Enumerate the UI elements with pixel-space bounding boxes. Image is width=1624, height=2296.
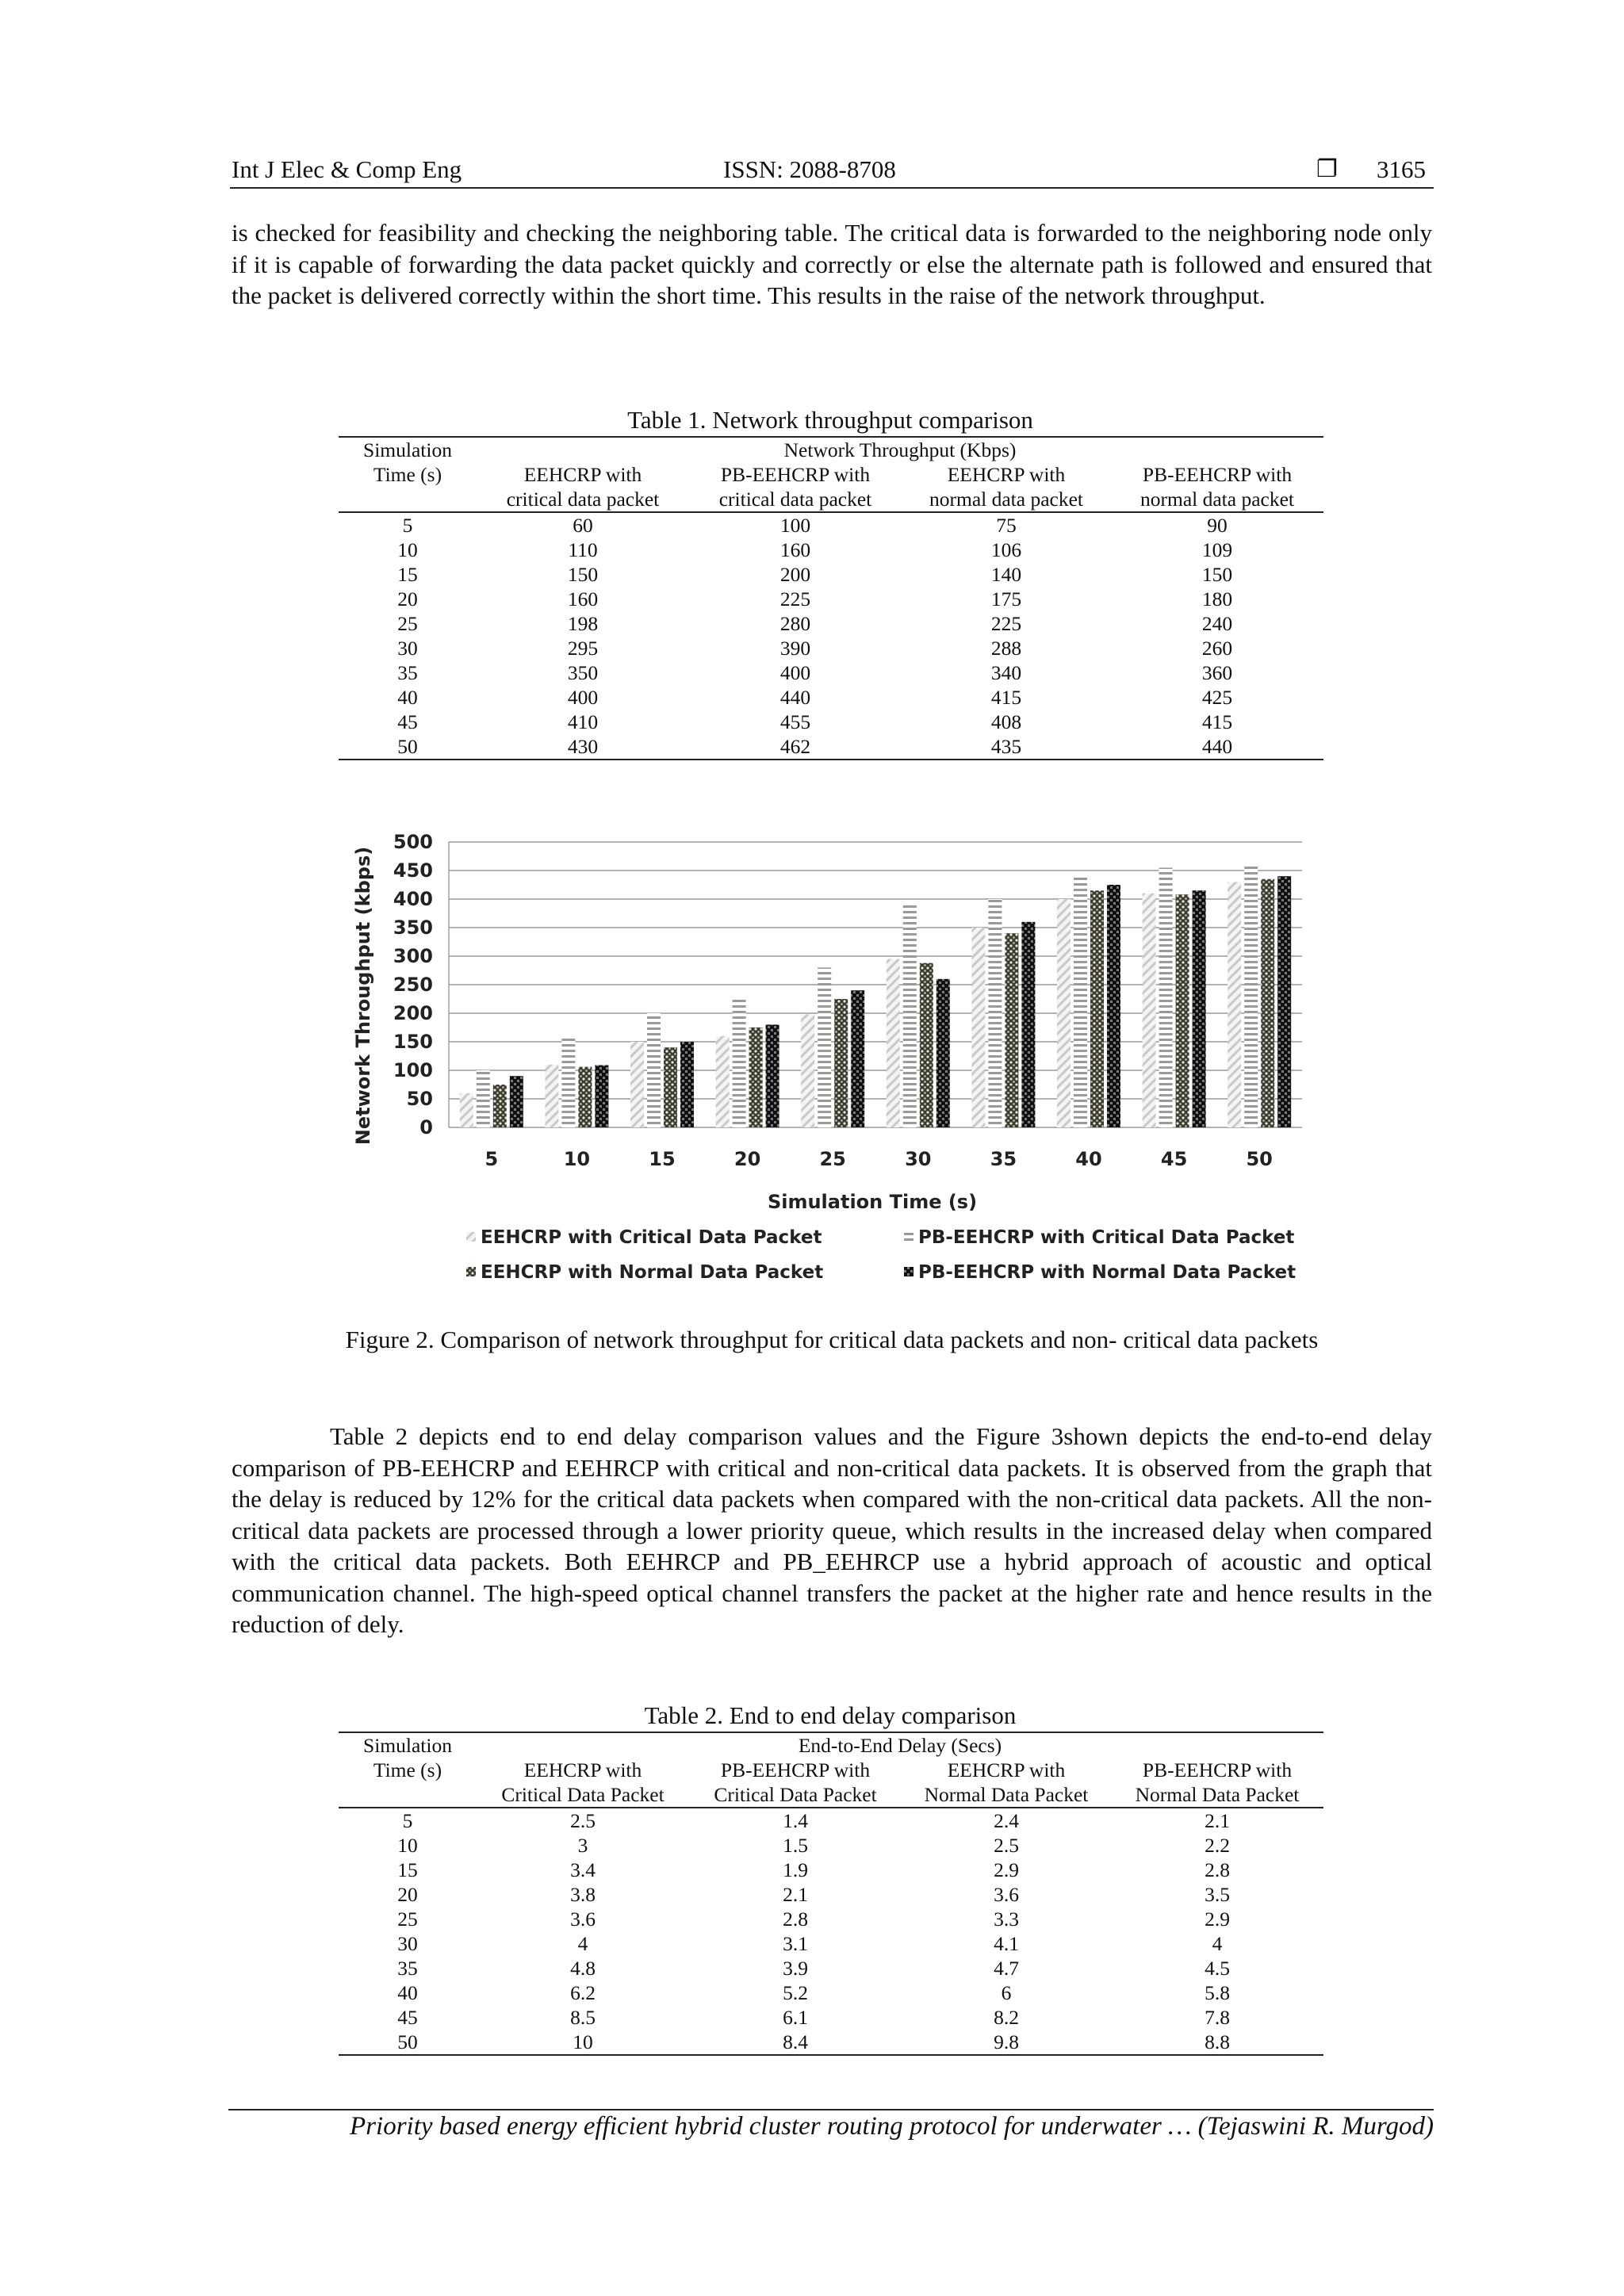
bar (1107, 885, 1120, 1127)
table2-column-header: Critical Data Packet (714, 1783, 877, 1806)
bar (578, 1067, 592, 1127)
x-tick-label: 45 (1160, 1148, 1188, 1170)
bar (920, 963, 933, 1127)
chart-y-axis-label: Network Throughput (kbps) (352, 846, 374, 1146)
chart-gridlines (449, 842, 1302, 1127)
table2-column-header: PB-EEHCRP with (1142, 1758, 1293, 1781)
chart-x-tick-labels (485, 1148, 1272, 1170)
bar (1261, 879, 1274, 1127)
x-tick-label: 35 (990, 1148, 1017, 1170)
table-row: 10 110 160 106 109 (397, 538, 1233, 561)
bar (1244, 863, 1258, 1127)
bar (936, 979, 950, 1127)
table1-group-header: Network Throughput (Kbps) (783, 438, 1017, 461)
y-tick-label: 100 (393, 1059, 433, 1081)
chart-y-tick-labels (393, 831, 433, 1138)
table2-column-header: PB-EEHCRP with (720, 1758, 871, 1781)
bar (460, 1093, 473, 1127)
table-row: 35 350 400 340 360 (397, 661, 1233, 684)
bar (1057, 899, 1071, 1127)
y-tick-label: 50 (406, 1088, 433, 1110)
figure2-caption: Figure 2. Comparison of network throughput for critical data packets and non- critical data packets (345, 1326, 1319, 1353)
bar (545, 1065, 558, 1127)
bar (818, 967, 831, 1127)
table1-column-header: EEHCRP with (947, 463, 1066, 486)
y-tick-label: 450 (393, 859, 433, 882)
bar (851, 990, 864, 1127)
table-row: 50 430 462 435 440 (397, 735, 1233, 758)
legend-label: PB-EEHCRP with Critical Data Packet (918, 1227, 1295, 1248)
bar (1193, 890, 1206, 1127)
table2-header-time: Time (s) (373, 1758, 442, 1781)
bar (971, 928, 985, 1127)
bar (1074, 876, 1087, 1127)
table2-header-simulation: Simulation (363, 1734, 452, 1757)
legend-label: EEHCRP with Normal Data Packet (481, 1262, 824, 1283)
chart-x-axis-label: Simulation Time (s) (767, 1191, 978, 1213)
x-tick-label: 15 (649, 1148, 676, 1170)
table2-column-header: Normal Data Packet (924, 1783, 1089, 1806)
bar (664, 1047, 677, 1127)
table-row: 50 10 8.4 9.8 8.8 (397, 2030, 1230, 2053)
table-row: 25 3.6 2.8 3.3 2.9 (397, 1908, 1230, 1931)
table1 (339, 436, 1323, 760)
bar (477, 1070, 490, 1127)
legend-swatch (466, 1232, 476, 1242)
box-icon: ❐ (1316, 156, 1338, 182)
page-number: 3165 (1377, 155, 1426, 183)
x-tick-label: 20 (733, 1148, 761, 1170)
table-row: 10 3 1.5 2.5 2.2 (397, 1834, 1230, 1857)
table2-group-header: End-to-End Delay (Secs) (798, 1734, 1002, 1757)
table2-caption: Table 2. End to end delay comparison (644, 1701, 1017, 1729)
legend-swatch (904, 1232, 914, 1242)
issn: ISSN: 2088-8708 (723, 155, 896, 183)
bar (1143, 894, 1156, 1127)
journal-name: Int J Elec & Comp Eng (232, 155, 462, 183)
legend-swatch (904, 1267, 914, 1276)
y-tick-label: 250 (393, 974, 433, 996)
table1-column-header: normal data packet (1140, 488, 1294, 511)
throughput-bar-chart (349, 817, 1308, 1292)
bar (834, 999, 848, 1127)
chart-legend (466, 1227, 1296, 1283)
table1-header-time: Time (s) (373, 463, 442, 486)
bar (1176, 894, 1189, 1127)
x-tick-label: 5 (485, 1148, 499, 1170)
bar (630, 1042, 644, 1127)
bar (1159, 867, 1173, 1127)
y-tick-label: 200 (393, 1002, 433, 1024)
bar (749, 1027, 763, 1127)
bar (988, 899, 1002, 1127)
table-row: 30 295 390 288 260 (397, 637, 1233, 660)
bar (647, 1013, 661, 1127)
bar (801, 1014, 814, 1127)
body-paragraph-1: is checked for feasibility and checking the neighboring table. The critical data is forwarded to the neighboring node only if it is capable of forwarding the data packet quickly and correctly or else the alternate path is followed and ensured that the packet is delivered correctly within the short time. This results in the raise of the network throughput. (232, 219, 1432, 309)
table1-column-header: PB-EEHCRP with (720, 463, 871, 486)
y-tick-label: 350 (393, 916, 433, 939)
table-row: 35 4.8 3.9 4.7 4.5 (397, 1957, 1230, 1980)
bar (561, 1036, 575, 1127)
bar (1005, 933, 1018, 1127)
y-tick-label: 300 (393, 945, 433, 967)
bar (1021, 922, 1035, 1127)
table-row: 45 8.5 6.1 8.2 7.8 (397, 2006, 1230, 2029)
y-tick-label: 0 (419, 1116, 433, 1138)
y-tick-label: 400 (393, 888, 433, 910)
table2-column-header: Critical Data Packet (501, 1783, 665, 1806)
table-row: 20 160 225 175 180 (397, 587, 1233, 610)
legend-label: EEHCRP with Critical Data Packet (481, 1227, 822, 1248)
table-row: 45 410 455 408 415 (397, 710, 1233, 733)
bar (680, 1042, 694, 1127)
table1-caption: Table 1. Network throughput comparison (627, 406, 1033, 434)
table2-column-header: Normal Data Packet (1135, 1783, 1300, 1806)
x-tick-label: 10 (563, 1148, 591, 1170)
table-row: 5 60 100 75 90 (402, 514, 1228, 537)
legend-swatch (466, 1267, 476, 1276)
bar (1228, 882, 1241, 1127)
table-row: 25 198 280 225 240 (397, 612, 1233, 635)
bar (1277, 876, 1291, 1127)
table-row: 15 3.4 1.9 2.9 2.8 (397, 1858, 1230, 1881)
table1-header-simulation: Simulation (363, 438, 452, 461)
table-row: 40 400 440 415 425 (397, 686, 1233, 709)
table2-column-header: EEHCRP with (947, 1758, 1066, 1781)
body-paragraph-2: Table 2 depicts end to end delay comparison values and the Figure 3shown depicts the end-to-end delay comparison of PB-EEHCRP and EEHRCP with critical and non-critical data packets. It is observed from the graph that the delay is reduced by 12% for the critical data packets when compared with the non-critical data packets. All the non-critical data packets are processed through a lower priority queue, which results in the increased delay when compared with the critical data packets. Both EEHRCP and PB_EEHRCP use a hybrid approach of acoustic and optical communication channel. The high-speed optical channel transfers the packet at the higher rate and hence results in the reduction of dely. (232, 1422, 1432, 1638)
table-row: 20 3.8 2.1 3.6 3.5 (397, 1883, 1230, 1906)
header-rule (230, 187, 1434, 189)
legend-label: PB-EEHCRP with Normal Data Packet (918, 1262, 1297, 1283)
table1-column-header: PB-EEHCRP with (1142, 463, 1293, 486)
y-tick-label: 500 (393, 831, 433, 853)
table1-column-header: critical data packet (506, 488, 660, 511)
x-tick-label: 25 (819, 1148, 846, 1170)
x-tick-label: 30 (905, 1148, 932, 1170)
table-row: 5 2.5 1.4 2.4 2.1 (402, 1809, 1230, 1832)
bar (887, 959, 900, 1127)
bar (1090, 890, 1104, 1127)
table1-column-header: critical data packet (718, 488, 872, 511)
y-tick-label: 150 (393, 1031, 433, 1053)
running-footer: Priority based energy efficient hybrid cluster routing protocol for underwater … (Tejaswini R. Murgod) (350, 2112, 1434, 2141)
x-tick-label: 50 (1246, 1148, 1273, 1170)
table1-column-header: normal data packet (929, 488, 1083, 511)
bar (766, 1024, 779, 1127)
bar (716, 1036, 730, 1127)
table1-column-header: EEHCRP with (523, 463, 642, 486)
bar (903, 905, 917, 1127)
table-row: 40 6.2 5.2 6 5.8 (397, 1981, 1230, 2004)
table2-column-header: EEHCRP with (523, 1758, 642, 1781)
table2 (339, 1732, 1323, 2056)
x-tick-label: 40 (1075, 1148, 1102, 1170)
table-row: 15 150 200 140 150 (397, 563, 1233, 586)
footer-rule (228, 2109, 1434, 2110)
bar (595, 1066, 608, 1127)
table-row: 30 4 3.1 4.1 4 (397, 1932, 1223, 1955)
bar (510, 1076, 523, 1127)
bar (733, 999, 746, 1127)
bar (493, 1085, 507, 1127)
chart-bars (460, 863, 1291, 1127)
